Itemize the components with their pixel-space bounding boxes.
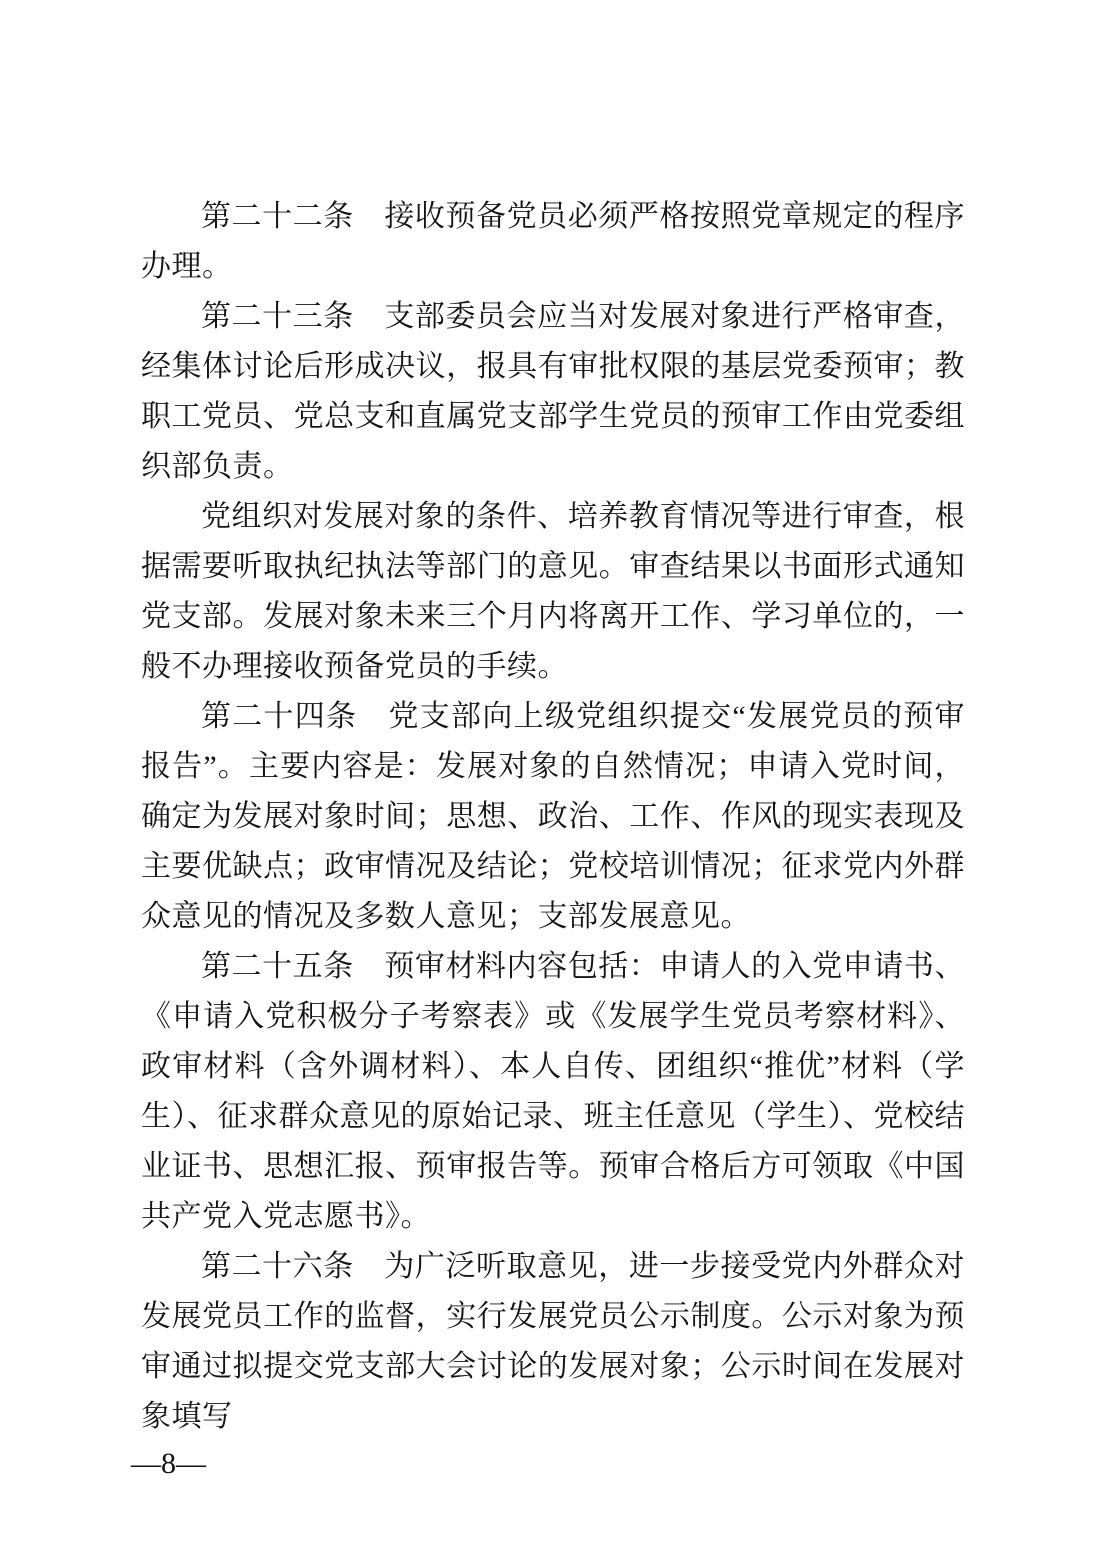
page-number: —8—	[131, 1447, 206, 1480]
paragraph-article-23-continued: 党组织对发展对象的条件、培养教育情况等进行审查，根据需要听取执纪执法等部门的意见。审查结果以书面形式通知党支部。发展对象未来三个月内将离开工作、学习单位的，一般不办理接收预备党员的手续。	[141, 500, 965, 683]
document-body	[141, 192, 965, 1442]
paragraph-article-23: 第二十三条 支部委员会应当对发展对象进行严格审查，经集体讨论后形成决议，报具有审批权限的基层党委预审；教职工党员、党总支和直属党支部学生党员的预审工作由党委组织部负责。	[141, 300, 965, 483]
paragraph-article-22: 第二十二条 接收预备党员必须严格按照党章规定的程序办理。	[141, 200, 965, 283]
paragraph-article-26: 第二十六条 为广泛听取意见，进一步接受党内外群众对发展党员工作的监督，实行发展党员公示制度。公示对象为预审通过拟提交党支部大会讨论的发展对象；公示时间在发展对象填写	[141, 1250, 965, 1433]
paragraph-article-24: 第二十四条 党支部向上级党组织提交“发展党员的预审报告”。主要内容是：发展对象的自然情况；申请入党时间，确定为发展对象时间；思想、政治、工作、作风的现实表现及主要优缺点；政审情况及结论；党校培训情况；征求党内外群众意见的情况及多数人意见；支部发展意见。	[141, 700, 965, 933]
paragraph-article-25: 第二十五条 预审材料内容包括：申请人的入党申请书、《申请入党积极分子考察表》或《发展学生党员考察材料》、政审材料（含外调材料）、本人自传、团组织“推优”材料（学生）、征求群众意见的原始记录、班主任意见（学生）、党校结业证书、思想汇报、预审报告等。预审合格后方可领取《中国共产党入党志愿书》。	[141, 950, 965, 1233]
